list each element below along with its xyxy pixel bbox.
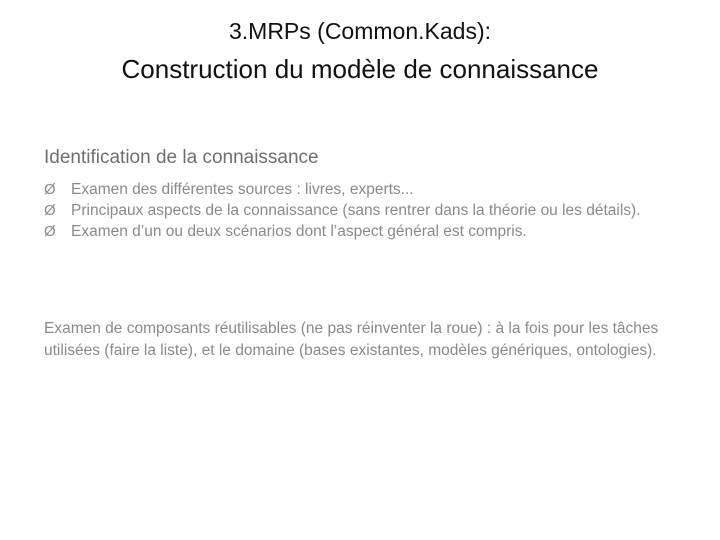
arrow-bullet-icon: Ø — [44, 202, 56, 219]
bullet-list — [44, 179, 684, 242]
bullet-item — [44, 200, 684, 221]
section-heading: Identification de la connaissance — [44, 147, 319, 168]
bullet-item — [44, 221, 684, 242]
body-paragraph: Examen de composants réutilisables (ne pas réinventer la roue) : à la fois pour les tâches utilisées (faire la liste), et le domaine (bases existantes, modèles génériques, ontologies). — [44, 320, 659, 359]
bullet-text: Examen des différentes sources : livres, experts... — [71, 181, 414, 198]
bullet-text: Principaux aspects de la connaissance (sans rentrer dans la théorie ou les détails). — [71, 202, 641, 219]
arrow-bullet-icon: Ø — [44, 223, 56, 240]
bullet-item — [44, 179, 684, 200]
slide-title-line2: Construction du modèle de connaissance — [121, 54, 599, 84]
arrow-bullet-icon: Ø — [44, 181, 56, 198]
slide-title-line1: 3.MRPs (Common.Kads): — [228, 18, 491, 44]
bullet-text: Examen d’un ou deux scénarios dont l’aspect général est compris. — [71, 223, 527, 240]
